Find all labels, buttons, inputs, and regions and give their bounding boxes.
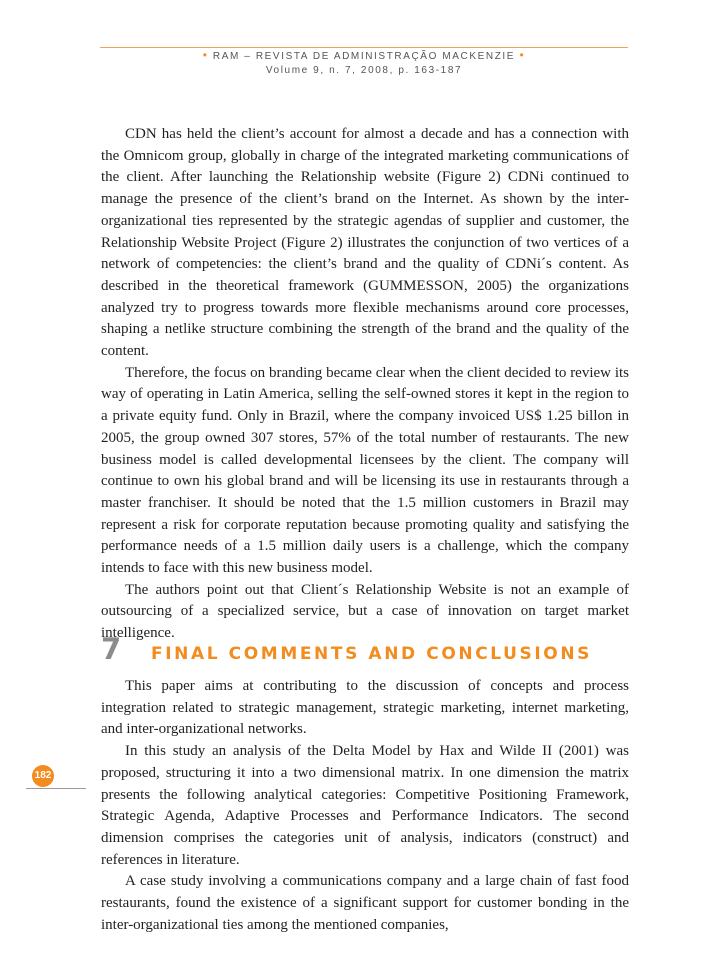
running-header bbox=[100, 48, 628, 78]
header-bullet-right: • bbox=[519, 48, 526, 62]
paragraph: A case study involving a communications company and a large chain of fast food restaurants, found the existence of a significant support for customer bonding in the inter-organizational ties among the mentioned companies, bbox=[101, 873, 629, 933]
paragraph: This paper aims at contributing to the discussion of concepts and process integration related to strategic management, strategic marketing, internet marketing, and inter-organizational networks. bbox=[101, 678, 629, 738]
section-number: 7 bbox=[101, 632, 122, 666]
paragraph: Therefore, the focus on branding became clear when the client decided to review its way of operating in Latin America, selling the self-owned stores it kept in the region to a private equity fund. Only in Brazil, where the company invoiced US$ 1.25 billon in 2005, the group owned 307 stores, 57% of the total number of restaurants. The new business model is called developmental licensees by the client. The company will continue to own his global brand and will be licensing its use in restaurants through a master franchiser. It should be noted that the 1.5 million customers in Brazil may represent a risk for corporate reputation because promoting quality and satisfying the performance needs of a 1.5 million daily users is a challenge, which the company intends to face with this new business model. bbox=[101, 364, 629, 577]
section-heading bbox=[101, 632, 629, 666]
section-title: FINAL COMMENTS AND CONCLUSIONS bbox=[151, 644, 593, 664]
body-text-before bbox=[101, 124, 629, 645]
journal-title: RAM – REVISTA DE ADMINISTRAÇÃO MACKENZIE bbox=[212, 51, 516, 62]
paragraph: CDN has held the client’s account for almost a decade and has a connection with the Omnicom group, globally in charge of the integrated marketing communications of the client. After launching the Relationship website (Figure 2) CDNi continued to manage the presence of the client’s brand on the Internet. As shown by the inter-organizational ties represented by the strategic agendas of supplier and customer, the Relationship Website Project (Figure 2) illustrates the conjunction of two vertices of a network of competencies: the client’s brand and the quality of CDNi´s content. As described in the theoretical framework (GUMMESSON, 2005) the organizations analyzed try to progress towards more flexible mechanisms around core processes, shaping a netlike structure combining the strength of the brand and the quality of the content. bbox=[101, 126, 629, 360]
page-number-rule bbox=[26, 788, 86, 789]
body-text-after bbox=[101, 676, 629, 936]
paragraph: In this study an analysis of the Delta Model by Hax and Wilde II (2001) was proposed, structuring it into a two dimensional matrix. In one dimension the matrix presents the following analytical categories: Competitive Positioning Framework, Strategic Agenda, Adaptive Processes and Performance Indicators. The second dimension comprises the categories unit of analysis, indicators (construct) and references in literature. bbox=[101, 743, 629, 868]
paragraph: The authors point out that Client´s Relationship Website is not an example of outsourcing of a specialized service, but a case of innovation on target market intelligence. bbox=[101, 581, 629, 642]
page-number: 182 bbox=[32, 765, 54, 787]
volume-info: Volume 9, n. 7, 2008, p. 163-187 bbox=[265, 65, 463, 76]
header-bullet-left: • bbox=[202, 48, 209, 62]
